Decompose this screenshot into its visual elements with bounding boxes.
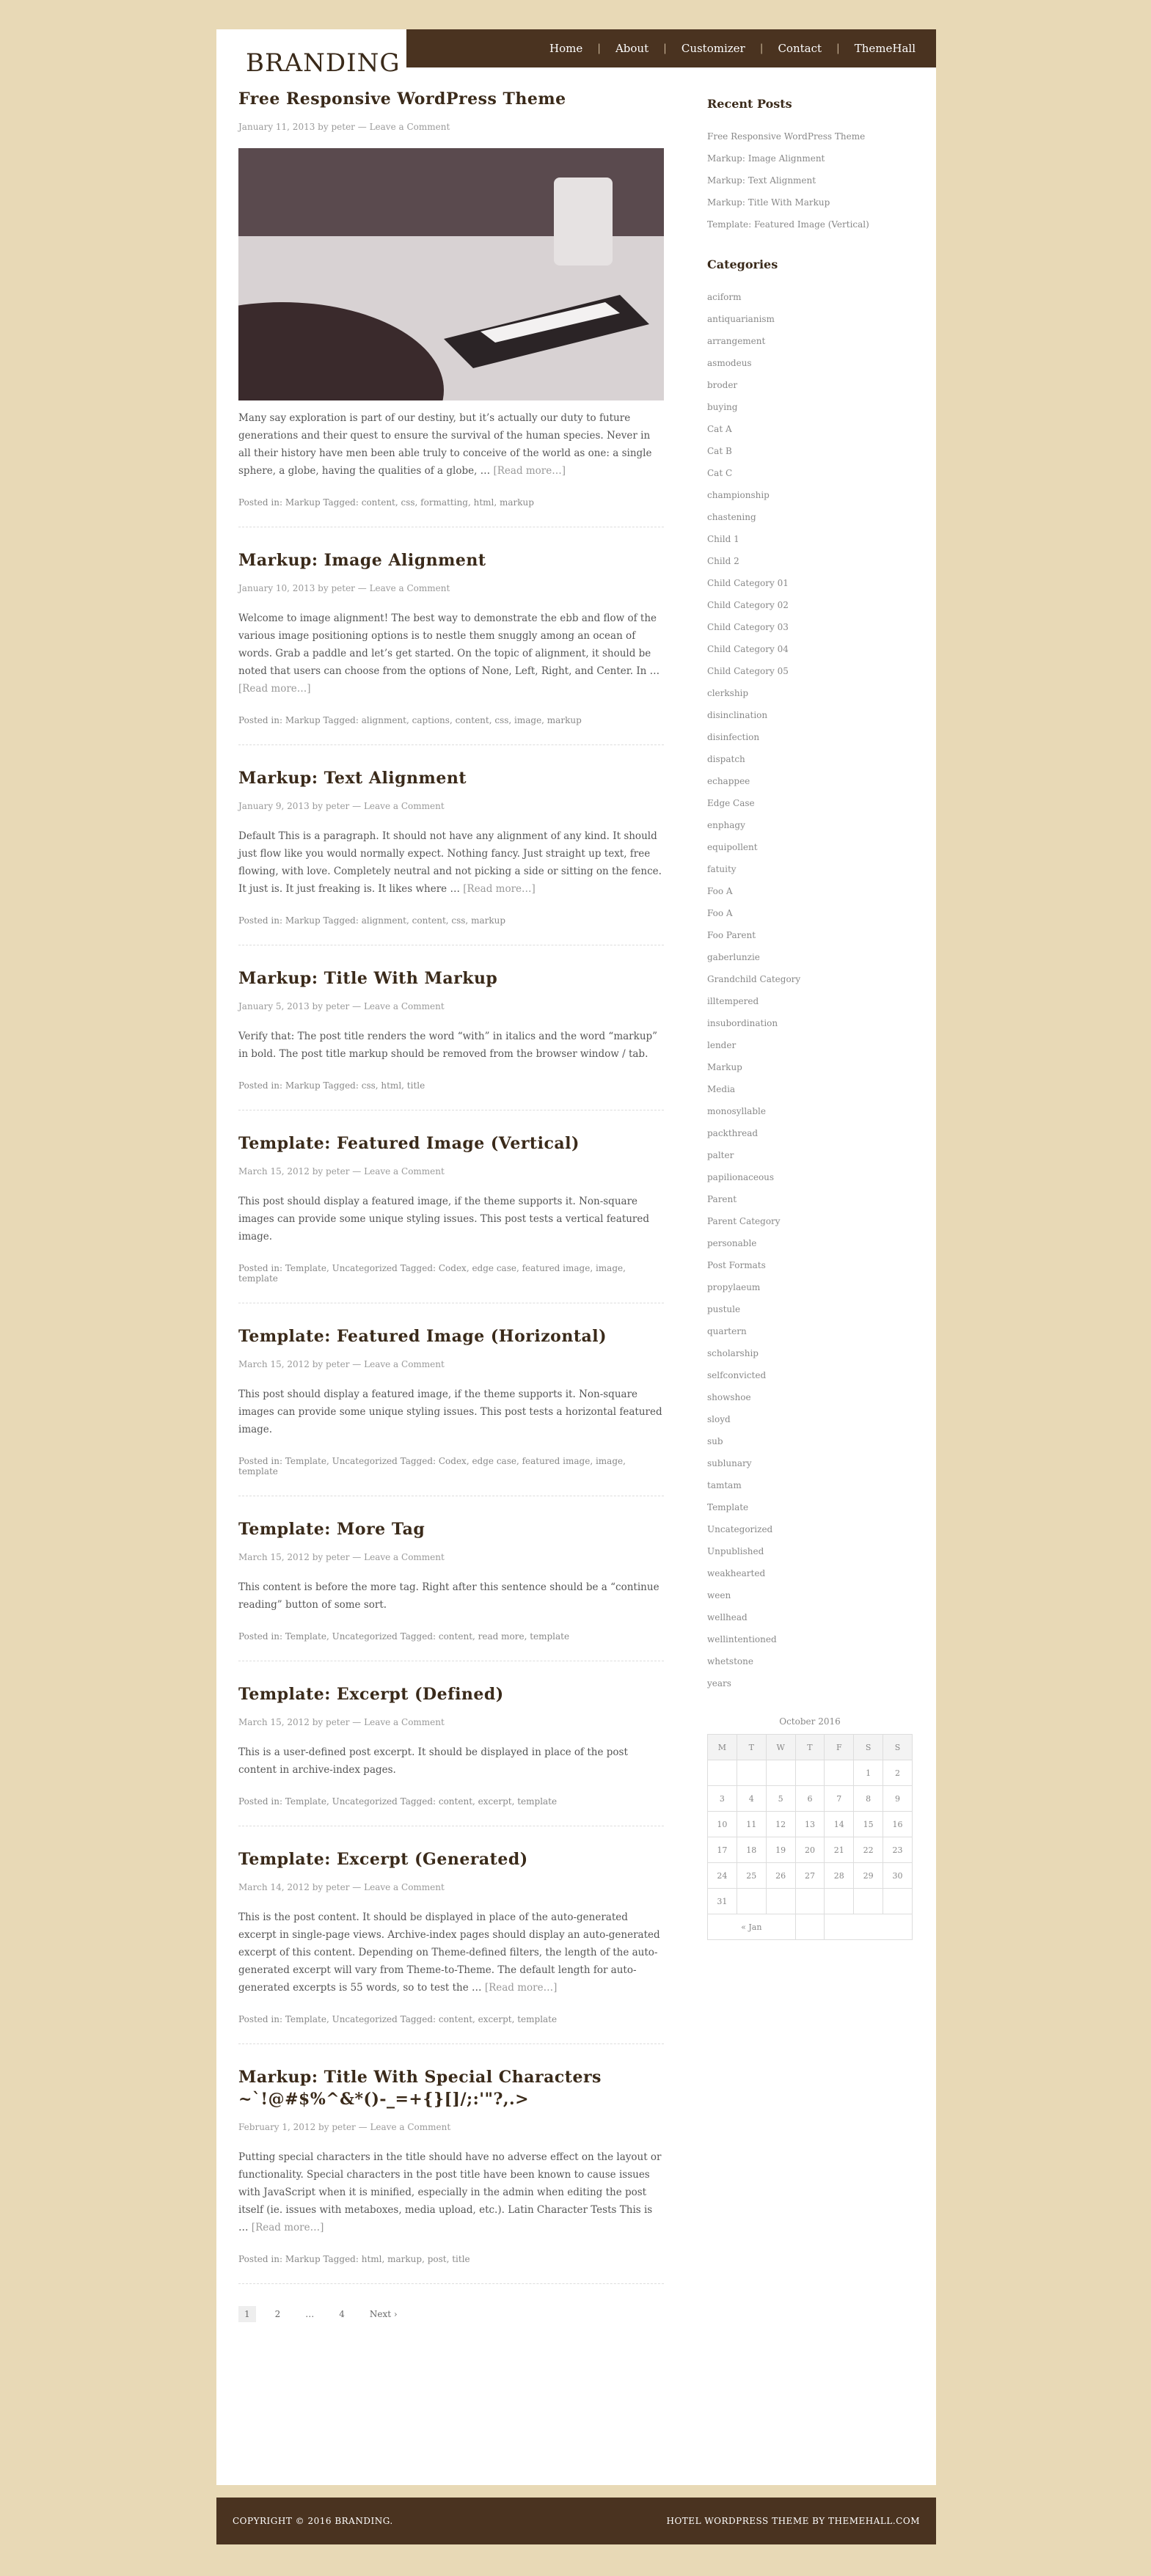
post-author[interactable]: peter (332, 2122, 356, 2132)
post-list (238, 88, 664, 2322)
post-by: by (312, 1359, 324, 1369)
category-link[interactable]: Cat A (707, 424, 732, 434)
calendar-widget (707, 1716, 913, 1940)
calendar-day: 13 (795, 1812, 825, 1837)
calendar-day-header: M (708, 1735, 737, 1760)
post-author[interactable]: peter (326, 1717, 350, 1727)
post-categories-tags[interactable]: Posted in: Template, Uncategorized Tagged: content, read more, template (238, 1631, 570, 1642)
post-date[interactable]: January 5, 2013 (238, 1001, 310, 1011)
category-link[interactable]: sub (707, 1436, 723, 1446)
recent-post-link[interactable]: Markup: Title With Markup (707, 197, 830, 208)
calendar-day-header: T (795, 1735, 825, 1760)
post-meta (238, 1882, 664, 1892)
nav-home[interactable]: Home (549, 42, 583, 55)
post-meta-dash: — (352, 1001, 362, 1011)
calendar-day (883, 1889, 913, 1914)
calendar-day-header: T (737, 1735, 766, 1760)
post-title[interactable]: Template: Featured Image (Vertical) (238, 1134, 580, 1153)
category-link[interactable]: illtempered (707, 996, 759, 1006)
post-categories-tags[interactable]: Posted in: Template, Uncategorized Tagged: content, excerpt, template (238, 2014, 558, 2024)
post-by: by (312, 1882, 324, 1892)
post-title[interactable]: Markup: Title With Markup (238, 969, 498, 988)
page-container (216, 29, 936, 2485)
calendar-day: 27 (795, 1863, 825, 1889)
excerpt-text: This post should display a featured image, if the theme supports it. Non-square images can provide some unique styling issues. This post tests a horizontal featured image. (238, 1388, 662, 1435)
post-author[interactable]: peter (325, 1001, 350, 1011)
read-more-link[interactable]: [Read more…] (463, 883, 536, 895)
comment-link[interactable]: Leave a Comment (369, 583, 450, 593)
calendar-week (708, 1837, 913, 1863)
post-excerpt (238, 1743, 664, 1779)
category-link[interactable]: Child Category 03 (707, 622, 789, 632)
calendar-day: 25 (737, 1863, 766, 1889)
category-link[interactable]: antiquarianism (707, 314, 775, 324)
category-link[interactable]: ween (707, 1590, 731, 1600)
post-meta-dash: — (352, 1552, 362, 1562)
post-title[interactable]: Template: Excerpt (Defined) (238, 1685, 504, 1704)
category-link[interactable]: insubordination (707, 1018, 778, 1028)
category-link[interactable]: sloyd (707, 1414, 731, 1424)
read-more-link[interactable]: [Read more…] (238, 683, 311, 695)
post-excerpt (238, 1028, 664, 1063)
category-link[interactable]: Child Category 04 (707, 644, 789, 654)
calendar-day: 28 (825, 1863, 854, 1889)
page-link[interactable]: 2 (274, 2309, 281, 2319)
category-link[interactable]: Foo A (707, 908, 733, 918)
excerpt-text: Welcome to image alignment! The best way to demonstrate the ebb and flow of the various image positioning options is to nestle them snuggly among an ocean of words. Grab a paddle and let’s get started. On the topic of alignment, it should be noted that users can choose from the options of None, Left, Right, and Center. In … (238, 612, 660, 677)
nav-separator: | (663, 43, 667, 54)
post (238, 88, 664, 527)
post-excerpt (238, 1386, 664, 1438)
calendar-day: 30 (883, 1863, 913, 1889)
category-link[interactable]: wellintentioned (707, 1634, 777, 1644)
post-categories-tags[interactable]: Posted in: Template, Uncategorized Tagged: Codex, edge case, featured image, image, template (238, 1456, 626, 1477)
post-date[interactable]: February 1, 2012 (238, 2122, 316, 2132)
post-categories-tags[interactable]: Posted in: Markup Tagged: alignment, content, css, markup (238, 915, 506, 926)
post-date[interactable]: January 11, 2013 (238, 122, 315, 132)
post (238, 1848, 664, 2044)
excerpt-text: This is the post content. It should be displayed in place of the auto-generated excerpt in single-page views. Archive-index pages should display an auto-generated excerpt of this content. Depending on Theme-defined filters, the length of the auto-generated excerpt will vary from Theme-to-Theme. The default length for auto-generated excerpts is 55 words, so to test the … (238, 1911, 660, 1994)
post (238, 549, 664, 745)
category-link[interactable]: Foo Parent (707, 930, 756, 940)
category-link[interactable]: Unpublished (707, 1546, 764, 1556)
calendar-day: 4 (737, 1786, 766, 1812)
category-link[interactable]: aciform (707, 292, 742, 302)
calendar-day: 23 (883, 1837, 913, 1863)
post-author[interactable]: peter (325, 801, 350, 811)
category-link[interactable]: enphagy (707, 820, 745, 830)
nav-separator: | (597, 43, 601, 54)
post-categories-tags[interactable]: Posted in: Markup Tagged: alignment, captions, content, css, image, markup (238, 715, 582, 725)
calendar-week (708, 1760, 913, 1786)
category-link[interactable]: sublunary (707, 1458, 752, 1468)
excerpt-text: This is a user-defined post excerpt. It should be displayed in place of the post content in archive-index pages. (238, 1746, 628, 1776)
calendar-day: 7 (825, 1786, 854, 1812)
post-excerpt (238, 2148, 664, 2236)
post-meta (238, 2122, 664, 2132)
nav-separator: | (759, 43, 764, 54)
category-link[interactable]: Child Category 02 (707, 600, 789, 610)
post-categories-tags[interactable]: Posted in: Markup Tagged: html, markup, post, title (238, 2254, 470, 2264)
site-footer (216, 2498, 936, 2544)
post-meta (238, 1717, 664, 1727)
category-link[interactable]: broder (707, 380, 738, 390)
category-link[interactable]: Child Category 01 (707, 578, 789, 588)
category-link[interactable]: Edge Case (707, 798, 755, 808)
calendar-day (854, 1889, 883, 1914)
post-excerpt (238, 827, 664, 898)
calendar-day-header: W (766, 1735, 795, 1760)
post-meta (238, 1166, 664, 1177)
main-nav (406, 29, 936, 67)
pagination (238, 2306, 664, 2322)
post-meta (238, 583, 664, 593)
comment-link[interactable]: Leave a Comment (364, 1717, 445, 1727)
post-title[interactable]: Markup: Text Alignment (238, 769, 467, 788)
calendar-day (737, 1760, 766, 1786)
post-excerpt (238, 610, 664, 698)
post-date[interactable]: March 15, 2012 (238, 1359, 310, 1369)
category-link[interactable]: gaberlunzie (707, 952, 760, 962)
excerpt-text: This content is before the more tag. Right after this sentence should be a “continue reading” button of some sort. (238, 1581, 659, 1611)
calendar-day: 29 (854, 1863, 883, 1889)
post-by: by (312, 1717, 324, 1727)
category-link[interactable]: showshoe (707, 1392, 751, 1402)
category-link[interactable]: Post Formats (707, 1260, 766, 1270)
post-date[interactable]: March 15, 2012 (238, 1166, 310, 1177)
calendar-day-header: S (854, 1735, 883, 1760)
category-link[interactable]: lender (707, 1040, 737, 1050)
recent-posts-list (707, 125, 913, 235)
sidebar (707, 97, 913, 1940)
post-excerpt (238, 409, 664, 480)
recent-post-link[interactable]: Markup: Text Alignment (707, 175, 816, 186)
post-by: by (312, 1001, 324, 1011)
calendar-day: 18 (737, 1837, 766, 1863)
calendar-day (795, 1889, 825, 1914)
category-link[interactable]: Media (707, 1084, 736, 1094)
excerpt-text: Many say exploration is part of our destiny, but it’s actually our duty to future generations and their quest to ensure the survival of the human species. Never in all their history have men been able truly to conceive of the world as one: a single sphere, a globe, having the qualities of a globe, … (238, 412, 652, 477)
category-link[interactable]: propylaeum (707, 1282, 761, 1292)
post-by: by (318, 583, 329, 593)
nav-separator: | (836, 43, 840, 54)
post (238, 1325, 664, 1496)
category-link[interactable]: Grandchild Category (707, 974, 801, 984)
post-date[interactable]: March 15, 2012 (238, 1717, 310, 1727)
post-author[interactable]: peter (326, 1882, 350, 1892)
category-link[interactable]: pustule (707, 1304, 741, 1314)
calendar-day: 20 (795, 1837, 825, 1863)
category-link[interactable]: echappee (707, 776, 750, 786)
post-author[interactable]: peter (326, 1166, 350, 1177)
post-categories-tags[interactable]: Posted in: Markup Tagged: content, css, formatting, html, markup (238, 497, 534, 508)
post-meta-dash: — (357, 122, 367, 132)
post-by: by (312, 1552, 324, 1562)
post-excerpt (238, 1909, 664, 1997)
category-link[interactable]: championship (707, 490, 770, 500)
category-link[interactable]: whetstone (707, 1656, 753, 1666)
post-date[interactable]: January 10, 2013 (238, 583, 315, 593)
calendar-day: 31 (708, 1889, 737, 1914)
calendar-day: 24 (708, 1863, 737, 1889)
calendar-caption: October 2016 (779, 1716, 841, 1727)
post-categories-tags[interactable]: Posted in: Template, Uncategorized Tagged: content, excerpt, template (238, 1796, 558, 1807)
category-link[interactable]: years (707, 1678, 731, 1688)
post-categories-tags[interactable]: Posted in: Template, Uncategorized Tagged: Codex, edge case, featured image, image, template (238, 1263, 626, 1284)
category-link[interactable]: disinclination (707, 710, 768, 720)
excerpt-text: This post should display a featured image, if the theme supports it. Non-square images can provide some unique styling issues. This post tests a vertical featured image. (238, 1196, 650, 1243)
calendar-week (708, 1863, 913, 1889)
comment-link[interactable]: Leave a Comment (364, 1166, 445, 1177)
post (238, 967, 664, 1110)
category-link[interactable]: selfconvicted (707, 1370, 767, 1380)
post-meta-dash: — (352, 1359, 362, 1369)
calendar-day (825, 1889, 854, 1914)
calendar-day: 10 (708, 1812, 737, 1837)
post-by: by (312, 1166, 324, 1177)
comment-link[interactable]: Leave a Comment (370, 2122, 451, 2132)
calendar-day-header: F (825, 1735, 854, 1760)
post-author[interactable]: peter (331, 122, 355, 132)
calendar-prev-link[interactable]: « Jan (708, 1914, 796, 1940)
excerpt-text: Verify that: The post title renders the word “with” in italics and the word “markup” in bold. The post title markup should be removed from the browser window / tab. (238, 1031, 658, 1060)
recent-post-link[interactable]: Markup: Image Alignment (707, 153, 825, 164)
category-link[interactable]: Template (707, 1502, 749, 1512)
categories-list (707, 286, 913, 1694)
calendar-day: 21 (825, 1837, 854, 1863)
calendar-day (766, 1760, 795, 1786)
excerpt-text: Default This is a paragraph. It should not have any alignment of any kind. It should just flow like you would normally expect. Nothing fancy. Just straight up text, free flowing, with love. Completely neutral and not picking a side or sitting on the fence. It just is. It just freaking is. It likes where … (238, 830, 662, 895)
category-link[interactable]: scholarship (707, 1348, 759, 1358)
nav-contact[interactable]: Contact (778, 42, 822, 55)
category-link[interactable]: Uncategorized (707, 1524, 773, 1534)
category-link[interactable]: arrangement (707, 336, 766, 346)
category-link[interactable]: dispatch (707, 754, 745, 764)
comment-link[interactable]: Leave a Comment (369, 122, 450, 132)
category-link[interactable]: fatuity (707, 864, 737, 874)
post-author[interactable]: peter (326, 1552, 350, 1562)
calendar-day: 2 (883, 1760, 913, 1786)
post-excerpt (238, 1578, 664, 1614)
category-link[interactable]: Parent Category (707, 1216, 781, 1226)
post-author[interactable]: peter (326, 1359, 350, 1369)
post (238, 1518, 664, 1661)
post-title[interactable]: Free Responsive WordPress Theme (238, 89, 566, 109)
site-branding[interactable]: BRANDING (246, 48, 401, 78)
calendar-day: 8 (854, 1786, 883, 1812)
calendar-day (708, 1760, 737, 1786)
calendar-nav-row (708, 1914, 913, 1940)
nav-customizer[interactable]: Customizer (681, 42, 745, 55)
calendar-day: 12 (766, 1812, 795, 1837)
comment-link[interactable]: Leave a Comment (363, 1001, 445, 1011)
calendar-next-pad (825, 1914, 913, 1940)
comment-link[interactable]: Leave a Comment (364, 1359, 445, 1369)
footer-copyright: COPYRIGHT © 2016 BRANDING. (233, 2516, 393, 2526)
post-meta (238, 1552, 664, 1562)
calendar-day: 6 (795, 1786, 825, 1812)
post-meta-dash: — (352, 1882, 362, 1892)
category-link[interactable]: buying (707, 402, 738, 412)
categories-title: Categories (707, 257, 778, 271)
page-link[interactable]: 4 (339, 2309, 345, 2319)
calendar-day: 11 (737, 1812, 766, 1837)
post (238, 767, 664, 945)
calendar-day: 19 (766, 1837, 795, 1863)
calendar-week (708, 1786, 913, 1812)
post-categories-tags[interactable]: Posted in: Markup Tagged: css, html, title (238, 1080, 425, 1091)
calendar-day (766, 1889, 795, 1914)
category-link[interactable]: Child 1 (707, 534, 739, 544)
calendar-day: 14 (825, 1812, 854, 1837)
category-link[interactable]: wellhead (707, 1612, 748, 1622)
calendar-day (825, 1760, 854, 1786)
category-link[interactable]: monosyllable (707, 1106, 766, 1116)
post-by: by (312, 801, 324, 811)
calendar-pad (795, 1914, 825, 1940)
calendar-day: 16 (883, 1812, 913, 1837)
category-link[interactable]: Markup (707, 1062, 742, 1072)
post-meta-dash: — (358, 2122, 368, 2132)
read-more-link[interactable]: [Read more…] (484, 1982, 558, 1994)
category-link[interactable]: equipollent (707, 842, 758, 852)
footer-credit[interactable]: HOTEL WORDPRESS THEME BY THEMEHALL.COM (666, 2516, 920, 2526)
post (238, 1133, 664, 1303)
post-title[interactable]: Markup: Title With Special Characters ~`!@#$%^&*()-_=+{}[]/;:'"?,.> (238, 2068, 602, 2109)
post-title[interactable]: Template: Excerpt (Generated) (238, 1850, 528, 1869)
category-link[interactable]: personable (707, 1238, 757, 1248)
category-link[interactable]: tamtam (707, 1480, 742, 1490)
comment-link[interactable]: Leave a Comment (364, 1552, 445, 1562)
post (238, 1683, 664, 1826)
category-link[interactable]: weakhearted (707, 1568, 766, 1578)
calendar-day (795, 1760, 825, 1786)
post-by: by (318, 122, 329, 132)
calendar-day: 26 (766, 1863, 795, 1889)
calendar-day: 9 (883, 1786, 913, 1812)
calendar-day (737, 1889, 766, 1914)
nav-themehall[interactable]: ThemeHall (854, 42, 916, 55)
post-meta (238, 801, 664, 811)
category-link[interactable]: palter (707, 1150, 734, 1160)
post-meta (238, 122, 664, 132)
comment-link[interactable]: Leave a Comment (363, 801, 445, 811)
calendar-week (708, 1812, 913, 1837)
post-title[interactable]: Markup: Image Alignment (238, 551, 486, 570)
calendar-day: 22 (854, 1837, 883, 1863)
calendar-day: 17 (708, 1837, 737, 1863)
read-more-link[interactable]: [Read more…] (493, 465, 566, 477)
category-link[interactable]: Cat B (707, 446, 732, 456)
post-title[interactable]: Template: More Tag (238, 1520, 425, 1539)
recent-post-link[interactable]: Template: Featured Image (Vertical) (707, 219, 869, 230)
post (238, 2066, 664, 2284)
calendar-day: 1 (854, 1760, 883, 1786)
post-date[interactable]: January 9, 2013 (238, 801, 310, 811)
post-meta-dash: — (352, 1717, 362, 1727)
post-author[interactable]: peter (331, 583, 355, 593)
category-link[interactable]: disinfection (707, 732, 760, 742)
category-link[interactable]: asmodeus (707, 358, 752, 368)
read-more-link[interactable]: [Read more…] (251, 2222, 324, 2233)
comment-link[interactable]: Leave a Comment (364, 1882, 445, 1892)
post-date[interactable]: March 14, 2012 (238, 1882, 310, 1892)
category-link[interactable]: Child Category 05 (707, 666, 789, 676)
excerpt-text: Putting special characters in the title should have no adverse effect on the layout or functionality. Special characters in the post title have been known to cause issues with JavaScript when it is minified, especially in the admin when editing the post itself (ie. issues with metaboxes, media upload, etc.). Latin Character Tests This is … (238, 2151, 662, 2233)
post-meta-dash: — (352, 801, 362, 811)
calendar-day: 15 (854, 1812, 883, 1837)
nav-about[interactable]: About (615, 42, 649, 55)
featured-image[interactable] (238, 148, 664, 400)
category-link[interactable]: Foo A (707, 886, 733, 896)
category-link[interactable]: quartern (707, 1326, 747, 1336)
calendar-day: 5 (766, 1786, 795, 1812)
post-title[interactable]: Template: Featured Image (Horizontal) (238, 1327, 607, 1346)
post-date[interactable]: March 15, 2012 (238, 1552, 310, 1562)
post-by: by (318, 2122, 329, 2132)
recent-posts-title: Recent Posts (707, 97, 792, 111)
category-link[interactable]: clerkship (707, 688, 749, 698)
page-link[interactable]: 1 (238, 2306, 256, 2322)
category-link[interactable]: Cat C (707, 468, 733, 478)
calendar-day-header: S (883, 1735, 913, 1760)
category-link[interactable]: chastening (707, 512, 756, 522)
post-meta (238, 1359, 664, 1369)
page-link[interactable]: … (305, 2309, 315, 2319)
page-link[interactable]: Next › (369, 2309, 398, 2319)
category-link[interactable]: papilionaceous (707, 1172, 775, 1182)
calendar-day: 3 (708, 1786, 737, 1812)
post-meta-dash: — (352, 1166, 362, 1177)
category-link[interactable]: Parent (707, 1194, 737, 1204)
category-link[interactable]: packthread (707, 1128, 759, 1138)
category-link[interactable]: Child 2 (707, 556, 739, 566)
recent-post-link[interactable]: Free Responsive WordPress Theme (707, 131, 866, 142)
post-meta-dash: — (357, 583, 367, 593)
post-excerpt (238, 1193, 664, 1245)
calendar-week (708, 1889, 913, 1914)
post-meta (238, 1001, 664, 1011)
